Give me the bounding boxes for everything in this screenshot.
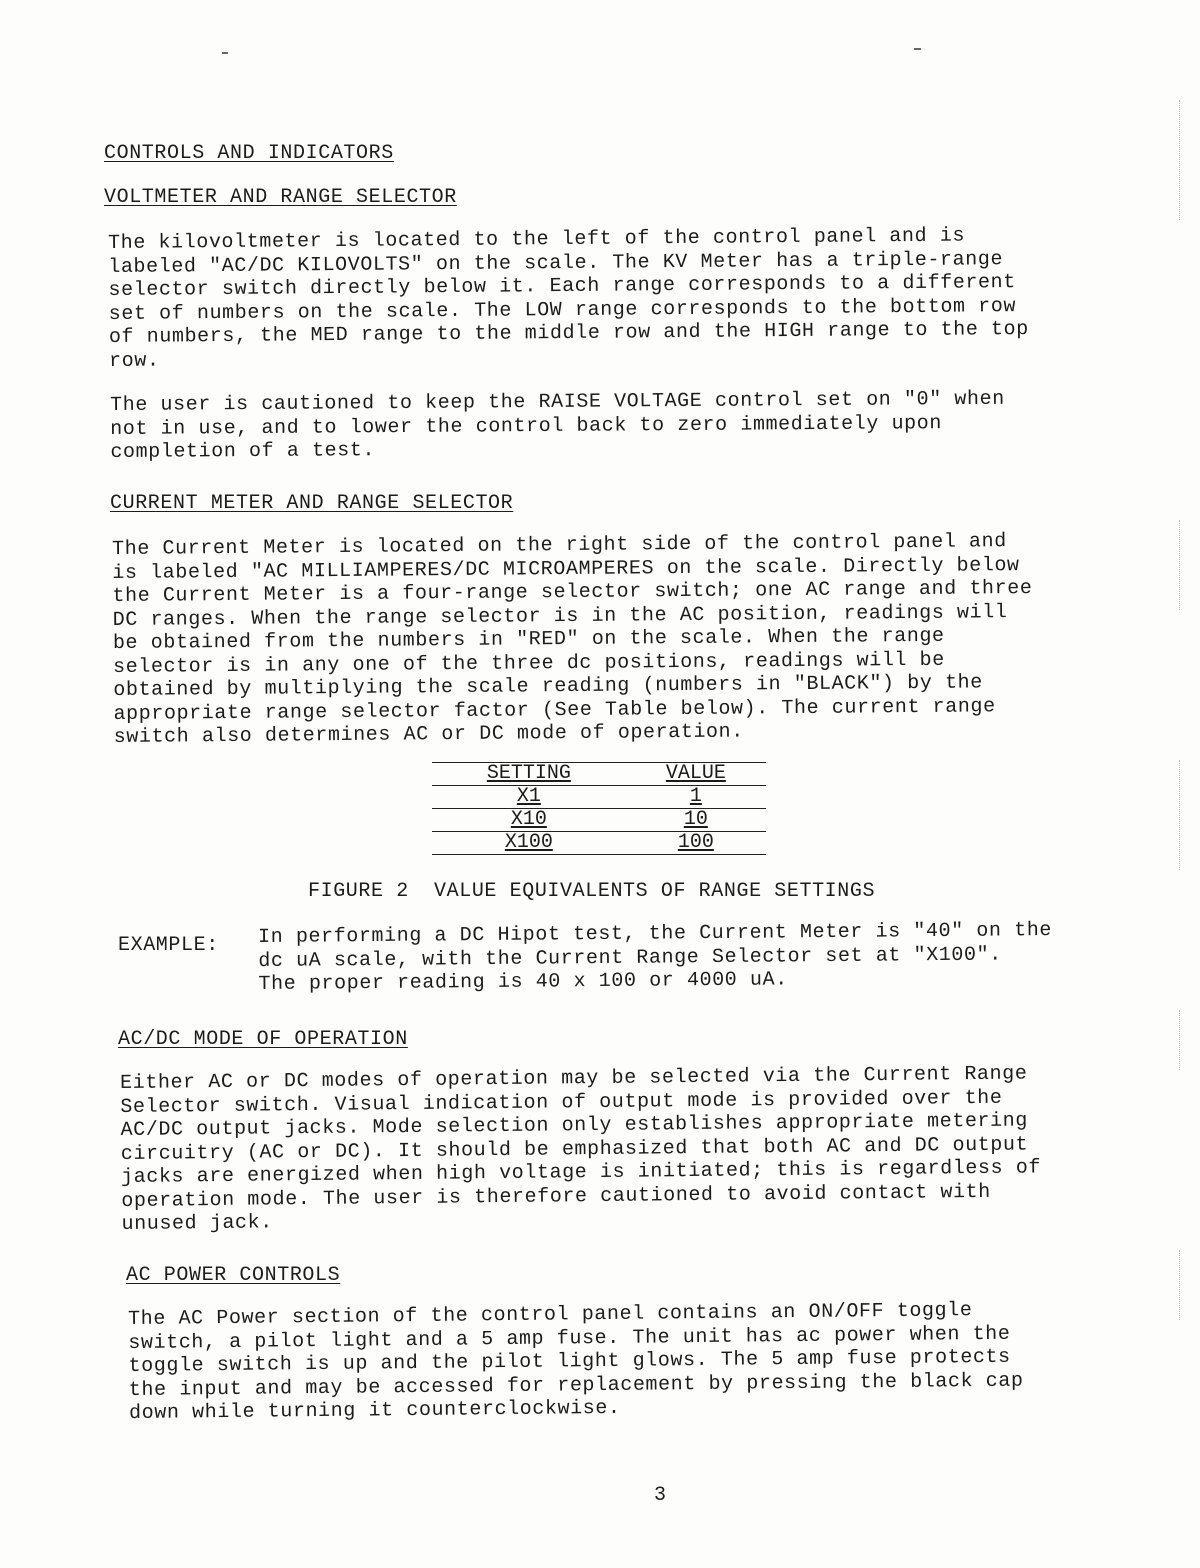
text-line: jacks are energized when high voltage is initiated; this is regardless of: [120, 1156, 1042, 1189]
text-line: selector is in any one of the three dc positions, readings will be: [113, 648, 945, 679]
text-line: The AC Power section of the control panel contains an ON/OFF toggle: [128, 1299, 973, 1331]
text-line: selector switch directly below it. Each range corresponds to a different: [108, 271, 1016, 302]
text-line: operation mode. The user is therefore cautioned to avoid contact with: [121, 1180, 991, 1213]
text-line: unused jack.: [121, 1211, 273, 1236]
text-line: obtained by multiplying the scale reading (numbers in "BLACK") by the: [113, 671, 983, 702]
text-line: The proper reading is 40 x 100 or 4000 uA.: [258, 968, 788, 996]
text-line: appropriate range selector factor (See Table below). The current range: [113, 694, 996, 726]
text-line: Either AC or DC modes of operation may be selected via the Current Range: [120, 1062, 1028, 1095]
scan-edge-mark: [1179, 1010, 1192, 1070]
table-cell-setting: X10: [432, 809, 626, 832]
paragraph-example: [258, 919, 1053, 996]
text-line: of numbers, the MED range to the middle row and the HIGH range to the top: [108, 317, 1029, 349]
section-heading-controls: CONTROLS AND INDICATORS: [104, 142, 394, 165]
text-line: not in use, and to lower the control back to zero immediately upon: [110, 411, 943, 441]
text-line: Selector switch. Visual indication of output mode is provided over the: [120, 1086, 1003, 1119]
table-cell-setting: X1: [432, 786, 626, 809]
scan-edge-mark: [1179, 760, 1192, 870]
text-line: be obtained from the numbers in "RED" on the scale. When the range: [112, 624, 945, 655]
paragraph-voltmeter-1: [108, 224, 1029, 373]
table-row: [432, 809, 766, 832]
text-line: circuitry (AC or DC). It should be emphasized that both AC and DC output: [120, 1132, 1029, 1166]
scan-edge-mark: [1179, 1250, 1192, 1320]
text-line: completion of a test.: [110, 439, 376, 464]
section-heading-mode: AC/DC MODE OF OPERATION: [118, 1028, 408, 1051]
text-line: The user is cautioned to keep the RAISE VOLTAGE control set on "0" when: [110, 387, 1005, 417]
example-label: EXAMPLE:: [118, 934, 219, 957]
text-line: the Current Meter is a four-range selector switch; one AC range and three: [112, 576, 1033, 608]
range-settings-table: [432, 762, 766, 855]
table-row: [432, 832, 766, 855]
text-line: switch also determines AC or DC mode of operation.: [113, 720, 744, 749]
table-header-row: [432, 763, 766, 786]
section-heading-voltmeter: VOLTMETER AND RANGE SELECTOR: [104, 186, 457, 209]
paragraph-mode: [120, 1062, 1042, 1236]
scan-edge-mark: [1179, 520, 1192, 610]
paragraph-power: [128, 1299, 1024, 1426]
scan-speck: [222, 52, 228, 54]
scan-speck: [914, 48, 921, 50]
scan-edge-mark: [1179, 100, 1192, 220]
section-heading-current-meter: CURRENT METER AND RANGE SELECTOR: [110, 492, 514, 515]
page-number: 3: [654, 1484, 667, 1507]
text-line: toggle switch is up and the pilot light glows. The 5 amp fuse protects: [128, 1345, 1011, 1378]
text-line: row.: [109, 349, 160, 373]
table-cell-value: 1: [626, 786, 766, 809]
text-line: dc uA scale, with the Current Range Selector set at "X100".: [258, 943, 1002, 973]
figure-caption: FIGURE 2 VALUE EQUIVALENTS OF RANGE SETTINGS: [308, 880, 876, 903]
text-line: labeled "AC/DC KILOVOLTS" on the scale. The KV Meter has a triple-range: [108, 247, 1004, 279]
text-line: switch, a pilot light and a 5 amp fuse. The unit has ac power when the: [128, 1322, 1011, 1355]
text-line: In performing a DC Hipot test, the Current Meter is "40" on the: [258, 919, 1053, 949]
text-line: the input and may be accessed for replacement by pressing the black cap: [128, 1369, 1024, 1402]
table-cell-value: 100: [626, 832, 766, 855]
table-header-setting: SETTING: [432, 763, 626, 786]
table-header-value: VALUE: [626, 763, 766, 786]
text-line: The kilovoltmeter is located to the left of the control panel and is: [108, 224, 966, 255]
text-line: DC ranges. When the range selector is in the AC position, readings will: [112, 600, 1008, 632]
text-line: The Current Meter is located on the right side of the control panel and: [112, 530, 1007, 561]
table-cell-value: 10: [626, 809, 766, 832]
text-line: AC/DC output jacks. Mode selection only establishes appropriate metering: [120, 1109, 1029, 1142]
paragraph-voltmeter-2: [110, 388, 1005, 465]
section-heading-power: AC POWER CONTROLS: [126, 1264, 341, 1287]
table-cell-setting: X100: [432, 832, 626, 855]
text-line: is labeled "AC MILLIAMPERES/DC MICROAMPERES on the scale. Directly below: [112, 553, 1020, 585]
text-line: set of numbers on the scale. The LOW range corresponds to the bottom row: [108, 294, 1017, 326]
paragraph-current-meter: [112, 530, 1034, 750]
table-row: [432, 786, 766, 809]
text-line: down while turning it counterclockwise.: [128, 1396, 621, 1425]
